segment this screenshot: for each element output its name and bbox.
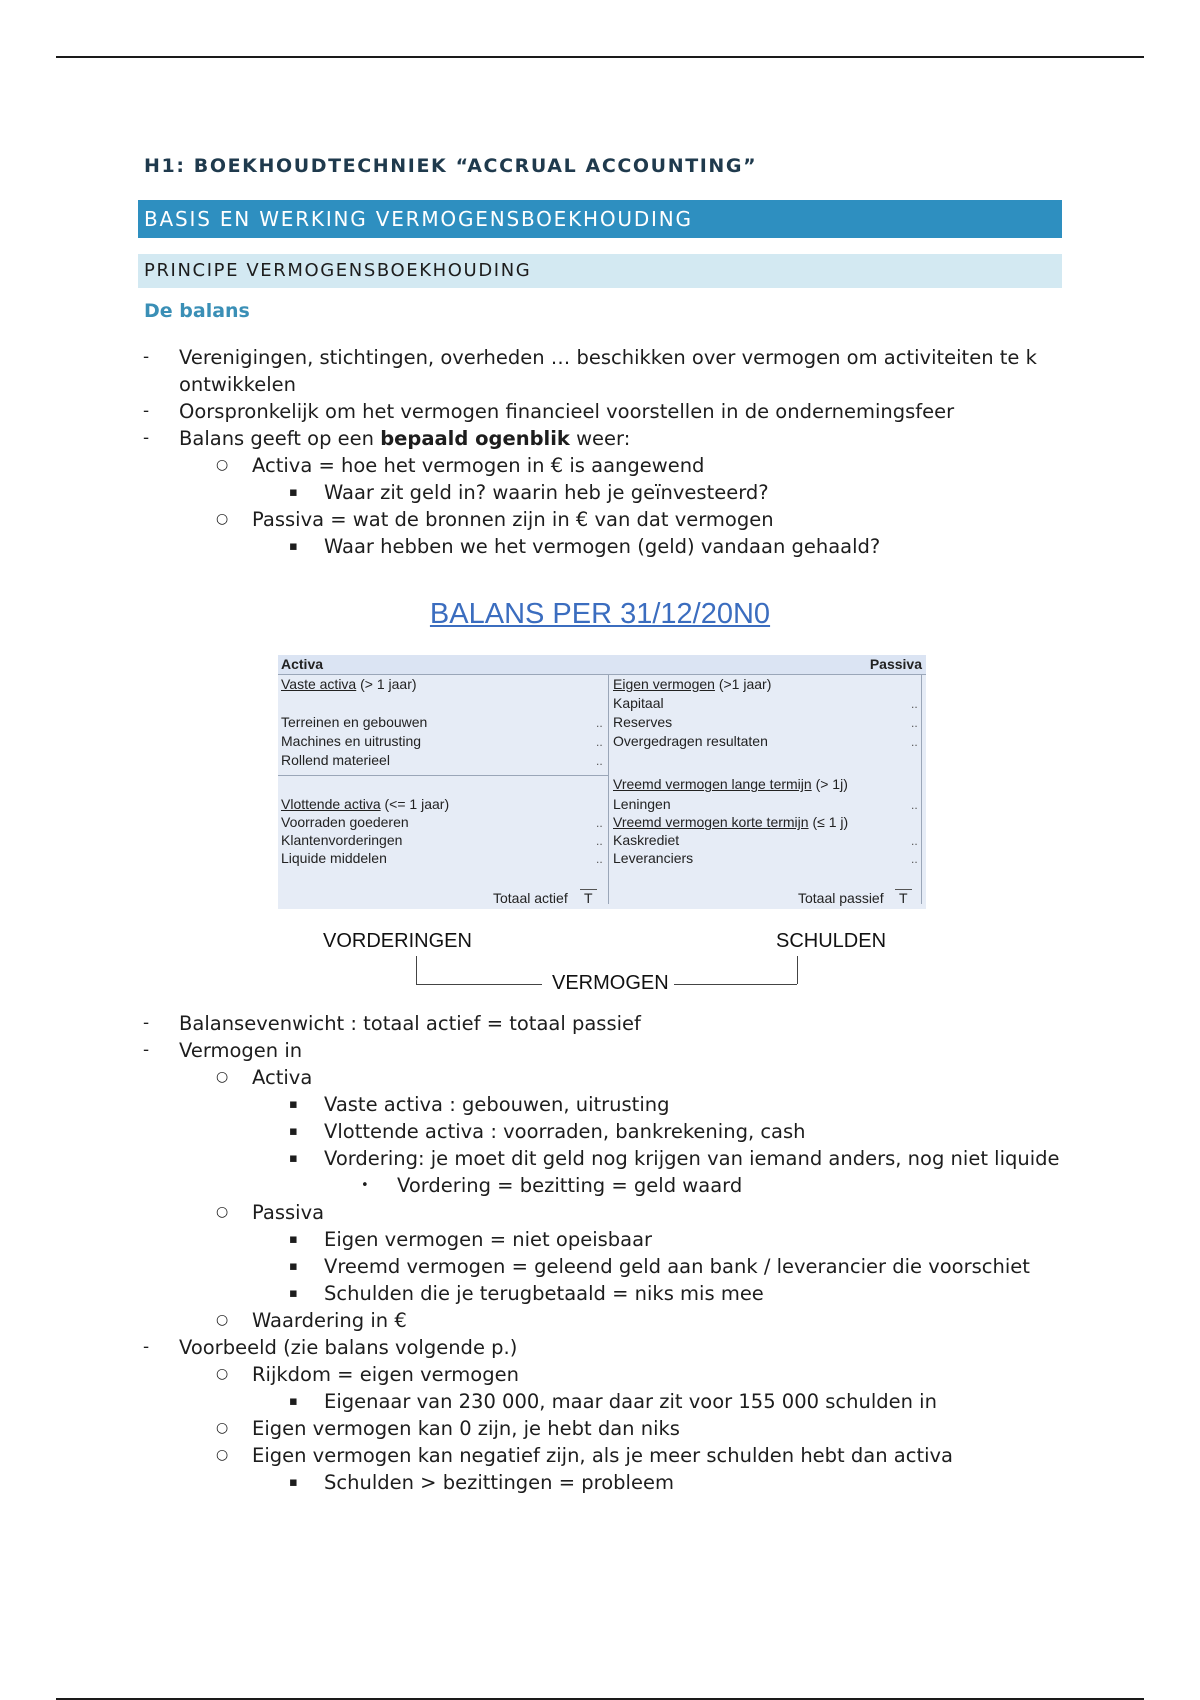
list-item: ▪ Vordering: je moet dit geld nog krijgen van iemand anders, nog niet liquide	[289, 1147, 1060, 1170]
activa-header: Activa	[281, 656, 324, 672]
list-item: - Balansevenwicht : totaal actief = totaal passief	[143, 1012, 641, 1035]
terreinen-label: Terreinen en gebouwen	[281, 714, 428, 730]
liquide-label: Liquide middelen	[281, 850, 387, 866]
amount-placeholder: ..	[596, 834, 603, 848]
list-item: • Vordering = bezitting = geld waard	[361, 1174, 743, 1197]
leveranciers-label: Leveranciers	[613, 850, 694, 866]
vreemd-kort-label: Vreemd vermogen korte termijn (≤ 1 j)	[613, 814, 849, 830]
amount-placeholder: ..	[911, 852, 918, 866]
section-heading: BASIS EN WERKING VERMOGENSBOEKHOUDING	[138, 200, 1062, 238]
list-item: - Voorbeeld (zie balans volgende p.)	[143, 1336, 518, 1359]
intro-list	[0, 344, 1200, 560]
connector-left-horizontal	[416, 984, 542, 985]
amount-placeholder: ..	[911, 834, 918, 848]
topic-heading: De balans	[144, 300, 250, 322]
amount-placeholder: ..	[911, 697, 918, 711]
voorraden-label: Voorraden goederen	[281, 814, 409, 830]
list-item: ○ Passiva	[216, 1201, 325, 1224]
chapter-heading: H1: BOEKHOUDTECHNIEK “ACCRUAL ACCOUNTING”	[144, 155, 758, 177]
schulden-label: SCHULDEN	[776, 930, 887, 952]
klanten-label: Klantenvorderingen	[281, 832, 403, 848]
overgedragen-label: Overgedragen resultaten	[613, 733, 768, 749]
amount-placeholder: ..	[911, 798, 918, 812]
leningen-label: Leningen	[613, 796, 671, 812]
reserves-label: Reserves	[613, 714, 673, 730]
list-item: ○ Rijkdom = eigen vermogen	[216, 1363, 519, 1386]
column-divider	[608, 674, 609, 904]
vorderingen-label: VORDERINGEN	[323, 930, 472, 952]
list-item: ▪ Vaste activa : gebouwen, uitrusting	[289, 1093, 670, 1116]
list-item: ▪ Vlottende activa : voorraden, bankrekening, cash	[289, 1120, 806, 1143]
list-item: - Vermogen in	[143, 1039, 303, 1062]
list-item: ▪ Schulden > bezittingen = probleem	[289, 1471, 674, 1494]
list-item: ▪ Eigenaar van 230 000, maar daar zit voor 155 000 schulden in	[289, 1390, 937, 1413]
vaste-activa-label: Vaste activa (> 1 jaar)	[281, 676, 417, 692]
balance-sheet	[278, 655, 926, 909]
vlottende-activa-label: Vlottende activa (<= 1 jaar)	[281, 796, 450, 812]
column-edge	[921, 674, 922, 904]
vreemd-lang-label: Vreemd vermogen lange termijn (> 1j)	[613, 776, 848, 792]
amount-placeholder: ..	[911, 735, 918, 749]
kaskrediet-label: Kaskrediet	[613, 832, 680, 848]
list-item: ○ Activa = hoe het vermogen in € is aangewend	[216, 454, 705, 477]
list-item: ○ Eigen vermogen kan negatief zijn, als je meer schulden hebt dan activa	[216, 1444, 954, 1467]
list-item: - Balans geeft op een bepaald ogenblik weer:	[143, 427, 631, 450]
list-item: ▪ Vreemd vermogen = geleend geld aan bank / leverancier die voorschiet	[289, 1255, 1030, 1278]
machines-label: Machines en uitrusting	[281, 733, 422, 749]
eigen-vermogen-label: Eigen vermogen (>1 jaar)	[613, 676, 772, 692]
connector-right-horizontal	[674, 984, 797, 985]
list-item: ○ Eigen vermogen kan 0 zijn, je hebt dan niks	[216, 1417, 680, 1440]
list-item: ▪ Waar zit geld in? waarin heb je geïnvesteerd?	[289, 481, 769, 504]
list-item: ○ Activa	[216, 1066, 313, 1089]
amount-placeholder: ..	[596, 735, 603, 749]
totaal-actief-label: Totaal actief	[493, 890, 568, 906]
totaal-actief-mark: T	[580, 889, 597, 906]
amount-placeholder: ..	[596, 852, 603, 866]
list-item: ▪ Waar hebben we het vermogen (geld) vandaan gehaald?	[289, 535, 881, 558]
list-item: ▪ Eigen vermogen = niet opeisbaar	[289, 1228, 653, 1251]
body-list	[0, 1010, 1200, 1496]
top-rule	[56, 56, 1144, 58]
totaal-passief-label: Totaal passief	[798, 890, 884, 906]
list-item: ▪ Schulden die je terugbetaald = niks mis mee	[289, 1282, 764, 1305]
amount-placeholder: ..	[596, 754, 603, 768]
list-item: ○ Passiva = wat de bronnen zijn in € van dat vermogen	[216, 508, 774, 531]
kapitaal-label: Kapitaal	[613, 695, 664, 711]
balance-header-bar	[278, 655, 926, 675]
passiva-header: Passiva	[869, 656, 922, 672]
connector-right-vertical	[797, 956, 798, 984]
subsection-heading: PRINCIPE VERMOGENSBOEKHOUDING	[138, 254, 1062, 288]
vermogen-label: VERMOGEN	[552, 972, 669, 994]
activa-separator	[278, 775, 608, 776]
list-item: - Verenigingen, stichtingen, overheden … beschikken over vermogen om activiteiten te k ontwikkelen	[143, 346, 1037, 396]
connector-left-vertical	[416, 956, 417, 984]
amount-placeholder: ..	[596, 716, 603, 730]
balance-figure-title: BALANS PER 31/12/20N0	[429, 598, 771, 630]
list-item: ○ Waardering in €	[216, 1309, 407, 1332]
totaal-passief-mark: T	[895, 889, 912, 906]
list-item: - Oorspronkelijk om het vermogen financieel voorstellen in de ondernemingsfeer	[143, 400, 955, 423]
rollend-label: Rollend materieel	[281, 752, 390, 768]
amount-placeholder: ..	[911, 716, 918, 730]
amount-placeholder: ..	[596, 816, 603, 830]
